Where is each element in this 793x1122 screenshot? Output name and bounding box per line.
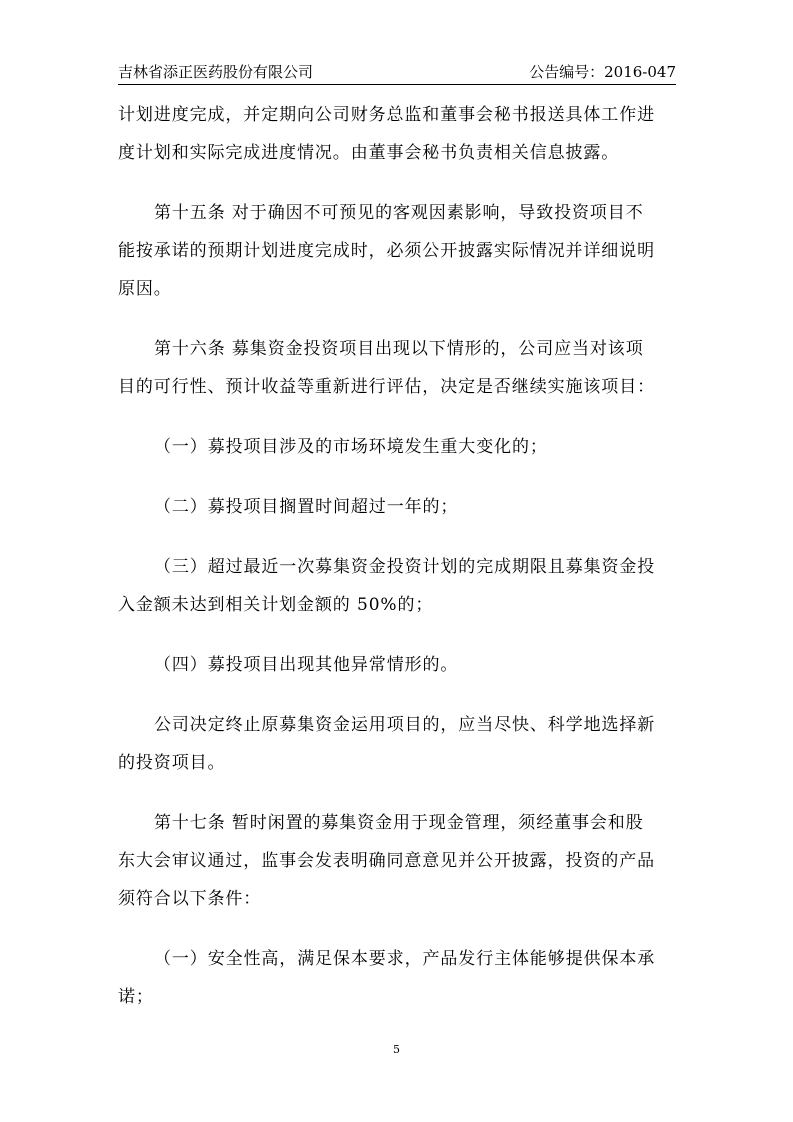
page-header (118, 56, 676, 85)
paragraph (118, 488, 676, 526)
paragraph-line: 诺； (118, 987, 154, 1007)
paragraph-line: 计划进度完成，并定期向公司财务总监和董事会秘书报送具体工作进 (118, 105, 655, 125)
paragraph (118, 548, 676, 624)
paragraph-line: （三）超过最近一次募集资金投资计划的完成期限且募集资金投 (154, 557, 656, 577)
paragraph (118, 194, 676, 308)
paragraph-line: （一）募投项目涉及的市场环境发生重大变化的； (154, 437, 548, 457)
paragraph-line: 度计划和实际完成进度情况。由董事会秘书负责相关信息披露。 (118, 143, 620, 163)
paragraph-line: 原因。 (118, 279, 172, 299)
paragraph-line: 入金额未达到相关计划金额的 50%的； (118, 595, 434, 615)
paragraph (118, 646, 676, 684)
paragraph (118, 940, 676, 1016)
paragraph-line: 须符合以下条件： (118, 889, 262, 909)
paragraph-line: 的投资项目。 (118, 753, 226, 773)
paragraph-line: （四）募投项目出现其他异常情形的。 (154, 655, 459, 675)
paragraph-line: 第十七条 暂时闲置的募集资金用于现金管理，须经董事会和股 (154, 813, 644, 833)
paragraph-line: （二）募投项目搁置时间超过一年的； (154, 497, 459, 517)
paragraph-line: 公司决定终止原募集资金运用项目的，应当尽快、科学地选择新 (154, 715, 656, 735)
paragraph (118, 96, 676, 172)
paragraph-line: 东大会审议通过，监事会发表明确同意意见并公开披露，投资的产品 (118, 851, 655, 871)
company-name: 吉林省添正医药股份有限公司 (118, 63, 314, 81)
announcement-number: 公告编号：2016-047 (529, 63, 676, 81)
paragraph-line: 目的可行性、预计收益等重新进行评估，决定是否继续实施该项目： (118, 377, 655, 397)
document-body (118, 96, 676, 1038)
page-number: 5 (393, 1043, 400, 1056)
paragraph-line: 能按承诺的预期计划进度完成时，必须公开披露实际情况并详细说明 (118, 241, 655, 261)
paragraph (118, 428, 676, 466)
paragraph (118, 706, 676, 782)
paragraph (118, 804, 676, 918)
paragraph-line: 第十六条 募集资金投资项目出现以下情形的，公司应当对该项 (154, 339, 644, 359)
paragraph (118, 330, 676, 406)
paragraph-line: 第十五条 对于确因不可预见的客观因素影响，导致投资项目不 (154, 203, 644, 223)
paragraph-line: （一）安全性高，满足保本要求，产品发行主体能够提供保本承 (154, 949, 656, 969)
